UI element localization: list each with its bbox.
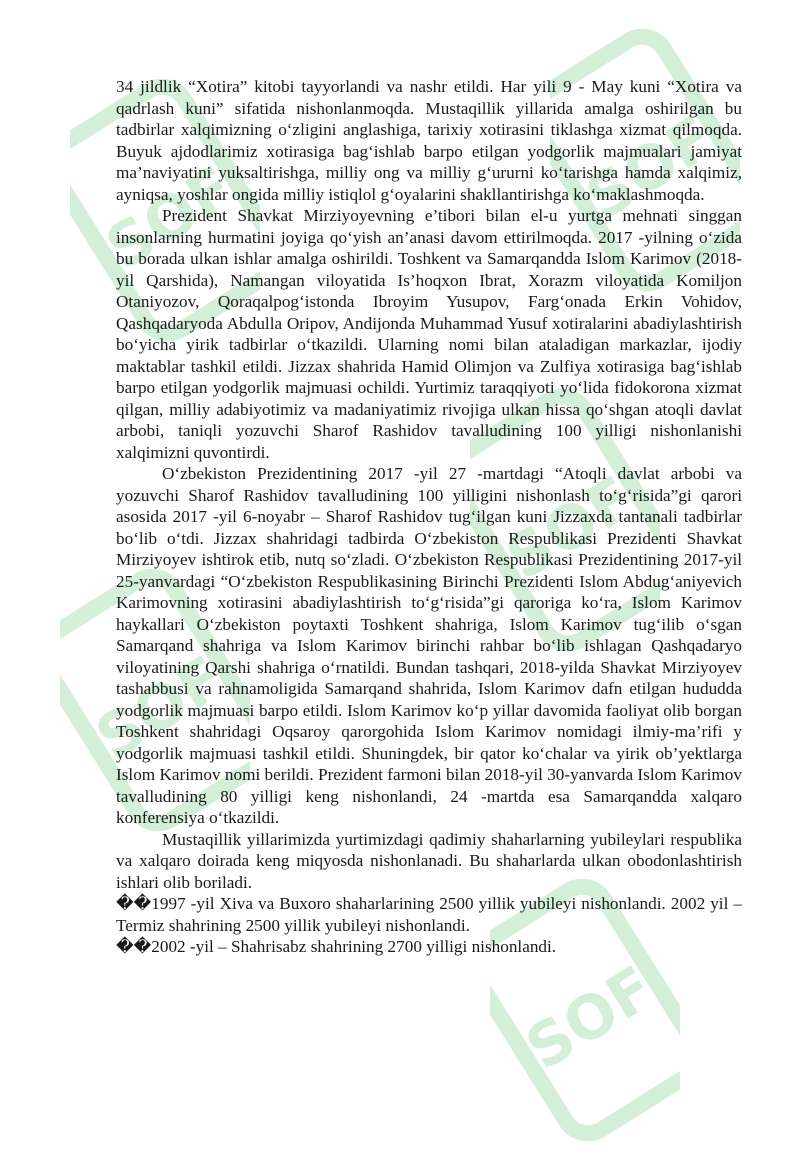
- paragraph: O‘zbekiston Prezidentining 2017 -yil 27 -martdagi “Atoqli davlat arbobi va yozuvchi Sharof Rashidov tavalludining 100 yilligini nishonlash to‘g‘risida”gi qarori asosida 2017 -yil 6-noyabr – Sharof Rashidov tug‘ilgan kuni Jizzaxda tantanali tadbirlar bo‘lib o‘tdi. Jizzax shahridagi tadbirda O‘zbekiston Respublikasi Prezidenti Shavkat Mirziyoyev ishtirok etib, nutq so‘zladi. O‘zbekiston Respublikasi Prezidentining 2017-yil 25-yanvardagi “O‘zbekiston Respublikasining Birinchi Prezidenti Islom Abdug‘aniyevich Karimovning xotirasini abadiylashtirish to‘g‘risida”gi qaroriga ko‘ra, Islom Karimov haykallari O‘zbekiston poytaxti Toshkent shahriga, Islom Karimov tug‘ilib o‘sgan Samarqand shahriga va Islom Karimov birinchi rahbar bo‘lib ishlagan Qashqadaryo viloyatining Qarshi shahriga o‘rnatildi. Bundan tashqari, 2018-yilda Shavkat Mirziyoyev tashabbusi va rahnamoligida Samarqand shahrida, Islom Karimov dafn etilgan hududda yodgorlik majmuasi barpo etildi. Islom Karimov ko‘p yillar davomida faoliyat olib borgan Toshkent shahridagi Oqsaroy qarorgohida Islom Karimov nomidagi ilmiy-ma’rifi y yodgorlik majmuasi tashkil etildi. Shuningdek, bir qator ko‘chalar va yirik ob’yektlarga Islom Karimov nomi berildi. Prezident farmoni bilan 2018-yil 30-yanvarda Islom Karimov tavalludining 80 yilligi keng nishonlandi, 24 -martda esa Samarqandda xalqaro konferensiya o‘tkazildi.: [116, 464, 742, 827]
- svg-text:SOF: SOF: [84, 642, 237, 774]
- svg-text:SOF: SOF: [94, 152, 247, 284]
- document-body: [116, 76, 742, 958]
- paragraph: Prezident Shavkat Mirziyoyevning e’tibori bilan el-u yurtga mehnati singgan insonlarning hurmatini joyiga qo‘yish an’anasi davom ettirilmoqda. 2017 -yilning o‘zida bu borada ulkan ishlar amalga oshirildi. Toshkent va Samarqandda Islom Karimov (2018-yil Qarshida), Namangan viloyatida Is’hoqxon Ibrat, Xorazm viloyatida Komiljon Otaniyozov, Qoraqalpog‘istonda Ibroyim Yusupov, Farg‘onada Erkin Vohidov, Qashqadaryoda Abdulla Oripov, Andijonda Muhammad Yusuf xotiralarini abadiylashtirish bo‘yicha yirik tadbirlar o‘tkazildi. Ularning nomi bilan ataladigan markazlar, ijodiy maktablar tashkil etildi. Jizzax shahrida Hamid Olimjon va Zulfiya xotirasiga bag‘ishlab barpo etilgan yodgorlik majmuasi ochildi. Yurtimiz taraqqiyoti yo‘lida fidokorona xizmat qilgan, milliy adabiyotimiz va madaniyatimiz rivojiga ulkan hissa qo‘shgan atoqli davlat arbobi, taniqli yozuvchi Sharof Rashidov tavalludining 100 yilligi nishonlanishi xalqimizni quvontirdi.: [116, 206, 742, 462]
- bullet-glyph: ��: [116, 937, 152, 956]
- bullet-text: 1997 -yil Xiva va Buxoro shaharlarining 2500 yillik yubileyi nishonlandi. 2002 yil – Termiz shahrining 2500 yillik yubileyi nishonlandi.: [116, 894, 742, 935]
- bullet-glyph: ��: [116, 894, 152, 913]
- svg-text:SOF: SOF: [494, 462, 647, 594]
- paragraph: Mustaqillik yillarimizda yurtimizdagi qadimiy shaharlarning yubileylari respublika va xalqaro doirada keng miqyosda nishonlanadi. Bu shaharlarda ulkan obodonlashtirish ishlari olib boriladi.: [116, 829, 742, 892]
- bullet-item: [116, 893, 742, 936]
- paragraph: 34 jildlik “Xotira” kitobi tayyorlandi va nashr etildi. Har yili 9 - May kuni “Xotira va qadrlash kuni” sifatida nishonlanmoqda. Mustaqillik yillarida amalga oshirilgan bu tadbirlar xalqimizning o‘zligini anglashiga, tarixiy xotirasini tiklashga xizmat qilmoqda. Buyuk ajdodlarimiz xotirasiga bag‘ishlab barpo etilgan yodgorlik majmualari jamiyat ma’naviyatini yuksaltirishga, milliy ong va milliy g‘ururni ko‘tarishga hamda xalqimiz, ayniqsa, yoshlar ongida milliy istiqlol g‘oyalarini shakllantirishga ko‘maklashmoqda.: [116, 77, 742, 204]
- bullet-text: 2002 -yil – Shahrisabz shahrining 2700 yilligi nishonlandi.: [151, 937, 557, 956]
- svg-text:SOF: SOF: [574, 102, 727, 234]
- svg-text:SOF: SOF: [514, 952, 667, 1084]
- bullet-item: [116, 936, 742, 958]
